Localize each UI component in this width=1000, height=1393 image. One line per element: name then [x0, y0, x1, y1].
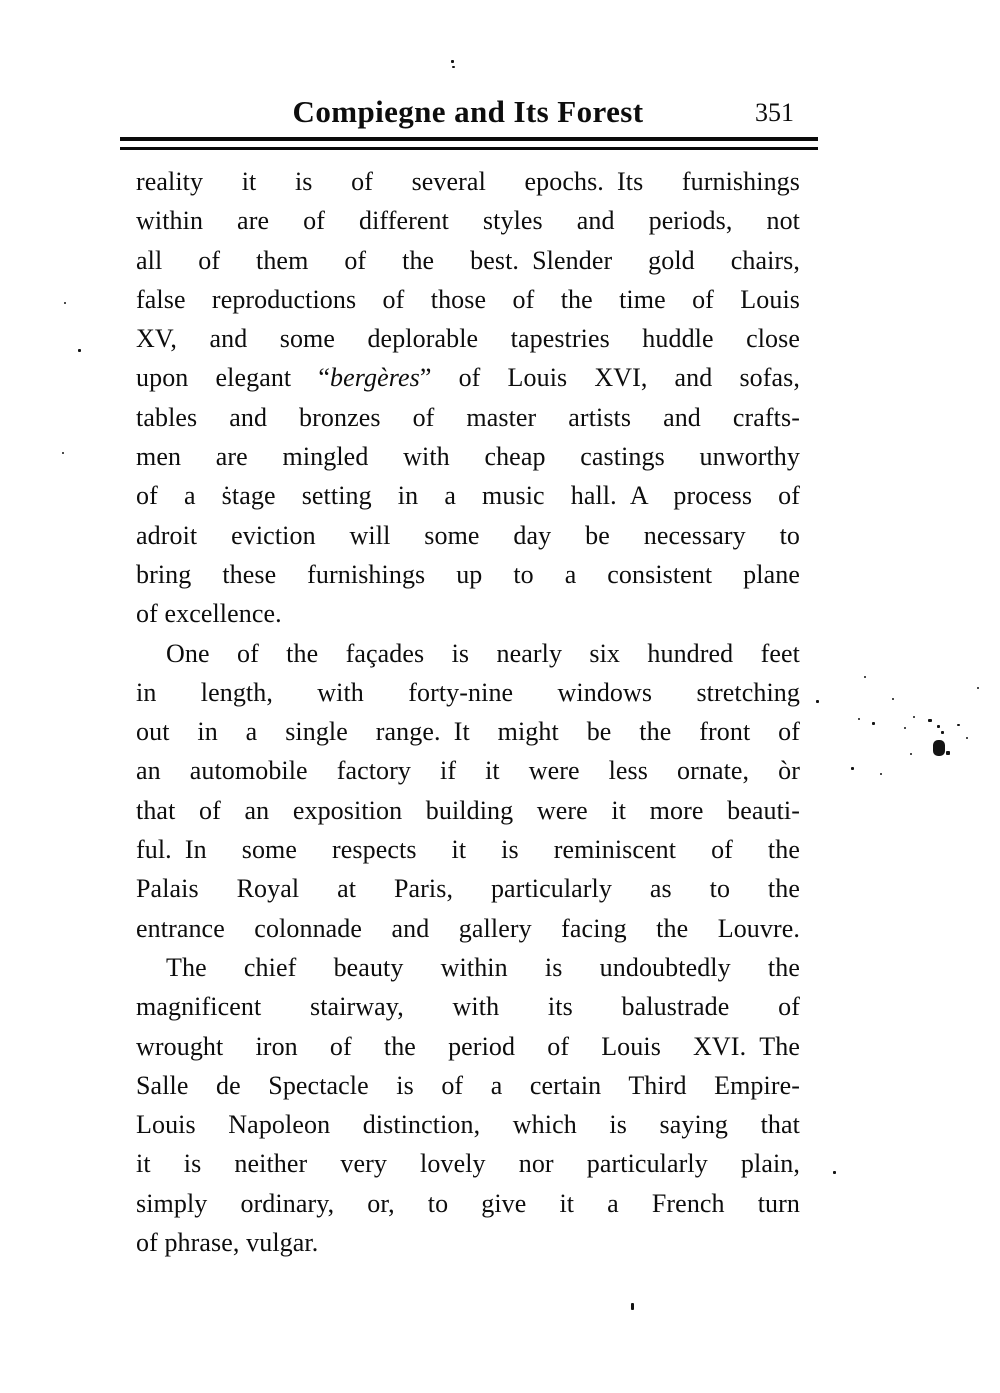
scan-speckle	[946, 751, 950, 755]
text-line: an automobile factory if it were less ornate, òr	[136, 756, 800, 786]
scan-speckle	[78, 349, 81, 352]
text-line: all of them of the best. Slender gold chairs,	[136, 245, 800, 275]
scan-speckle	[937, 725, 940, 728]
text-line: XV, and some deplorable tapestries huddle close	[136, 324, 800, 354]
text-line: that of an exposition building were it more beauti-	[136, 795, 800, 825]
text-line: ful. In some respects it is reminiscent of the	[136, 835, 800, 865]
scan-speckle	[64, 302, 66, 304]
text-line: reality it is of several epochs. Its furnishings	[136, 167, 800, 196]
text-line: of phrase, vulgar.	[136, 1228, 319, 1258]
page-number: 351	[755, 98, 794, 127]
text-line: it is neither very lovely nor particularly plain,	[136, 1149, 800, 1179]
scan-speckle	[833, 1171, 836, 1174]
text-segment: upon elegant “	[136, 363, 330, 393]
text-line: bring these furnishings up to a consistent plane	[136, 559, 800, 589]
scan-speckle	[966, 737, 968, 739]
text-line: entrance colonnade and gallery facing the Louvre.	[136, 913, 800, 943]
scan-speckle	[858, 718, 860, 720]
text-line: One of the façades is nearly six hundred feet	[166, 638, 800, 668]
text-line: The chief beauty within is undoubtedly the	[166, 952, 800, 982]
text-line: within are of different styles and periods, not	[136, 206, 800, 236]
text-line: in length, with forty-nine windows stretching	[136, 677, 800, 707]
scan-speckle	[928, 719, 932, 722]
text-line: tables and bronzes of master artists and crafts-	[136, 402, 800, 432]
text-line: Palais Royal at Paris, particularly as to the	[136, 874, 800, 904]
text-segment: ” of Louis XVI, and sofas,	[419, 363, 800, 393]
scan-speckle	[631, 1303, 634, 1310]
scan-speckle	[957, 724, 960, 726]
scan-speckle	[864, 676, 866, 678]
scan-speckle	[851, 767, 854, 770]
text-line: false reproductions of those of the time of Louis	[136, 284, 800, 314]
text-line	[136, 358, 800, 397]
scan-speckle	[872, 722, 875, 725]
scan-speckle	[452, 66, 455, 68]
text-line: Louis Napoleon distinction, which is saying that	[136, 1110, 800, 1140]
scan-speckle	[816, 700, 819, 703]
scan-speckle	[913, 716, 915, 718]
text-line: Salle de Spectacle is of a certain Third Empire-	[136, 1070, 800, 1100]
scan-speckle	[941, 731, 944, 734]
scan-speckle	[451, 60, 454, 63]
body-text	[136, 162, 800, 1262]
text-line: simply ordinary, or, to give it a French turn	[136, 1188, 800, 1218]
scan-speckle	[892, 698, 894, 700]
page-header	[136, 94, 800, 134]
text-line: out in a single range. It might be the front of	[136, 717, 800, 747]
scan-speckle	[977, 687, 979, 689]
text-line: men are mingled with cheap castings unworthy	[136, 442, 800, 472]
scan-speckle	[880, 773, 882, 775]
scan-speckle	[910, 753, 912, 755]
running-title: Compiegne and Its Forest	[292, 94, 644, 129]
scan-speckle	[62, 452, 64, 454]
scan-speckle	[904, 727, 906, 729]
text-line: adroit eviction will some day be necessary to	[136, 520, 800, 550]
text-line: magnificent stairway, with its balustrade of	[136, 992, 800, 1022]
text-line: of excellence.	[136, 599, 282, 629]
text-line: of a ṡtage setting in a music hall. A process of	[136, 481, 800, 511]
italic-text: bergères	[329, 363, 420, 393]
text-line: wrought iron of the period of Louis XVI. The	[136, 1031, 800, 1061]
scan-speckle	[933, 740, 945, 756]
header-double-rule	[120, 137, 818, 150]
